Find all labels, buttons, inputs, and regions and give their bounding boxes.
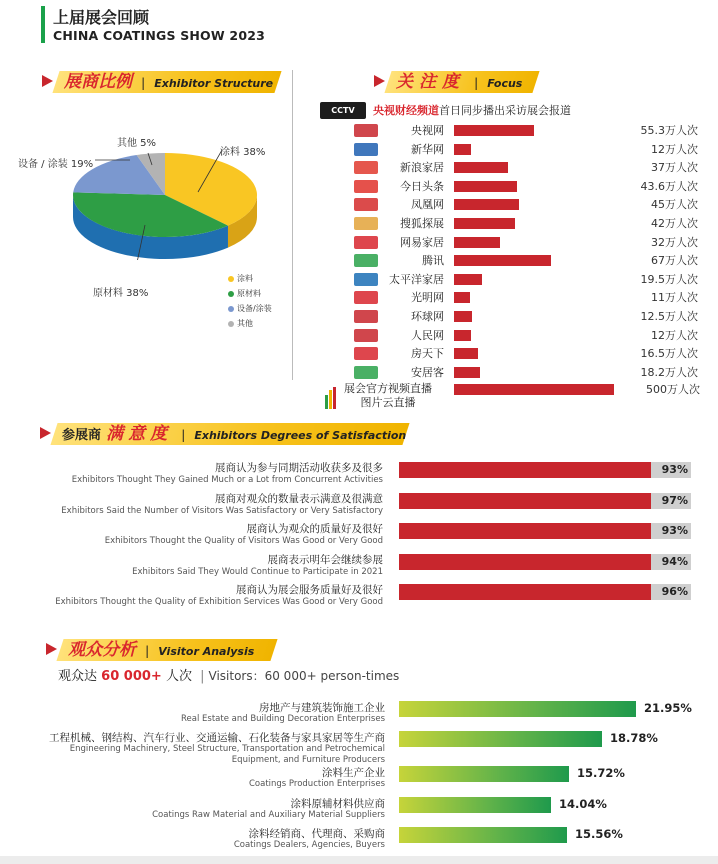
- page-title: 上届展会回顾: [53, 8, 150, 27]
- visitor-bar: [399, 827, 567, 843]
- satisfaction-bar-track: [399, 462, 691, 478]
- focus-bar: [454, 162, 508, 173]
- satisfaction-label-en: Exhibitors Said They Would Continue to Participate in 2021: [132, 566, 383, 577]
- legend-item-coatings: 涂料: [228, 273, 253, 284]
- focus-bar: [454, 181, 517, 192]
- visitor-label-cn: 涂料原辅材料供应商: [290, 798, 385, 810]
- visitor-title-cn: 观众分析: [68, 640, 136, 660]
- focus-item-value: 16.5万人次: [640, 347, 698, 361]
- focus-item-name: 央视网: [411, 124, 444, 137]
- visitor-bar: [399, 797, 551, 813]
- focus-item: [318, 252, 708, 269]
- heading-arrow-icon: [374, 75, 385, 87]
- satisfaction-bar: [399, 493, 651, 509]
- legend-dot: [228, 306, 234, 312]
- focus-item-name: 光明网: [411, 291, 444, 305]
- heading-arrow-icon: [40, 427, 51, 439]
- focus-item-value: 12.5万人次: [640, 310, 698, 323]
- focus-item-value: 12万人次: [651, 142, 698, 156]
- exhibitor-section-heading: 展商比例 | Exhibitor Structure: [42, 71, 282, 93]
- focus-item: [318, 327, 708, 344]
- focus-item-value: 11万人次: [651, 291, 698, 305]
- satisfaction-value: 93%: [661, 463, 688, 476]
- focus-item-value: 55.3万人次: [640, 124, 698, 137]
- visitor-label-cn: 涂料经销商、代理商、采购商: [248, 828, 385, 840]
- visitor-value: 15.72%: [577, 766, 625, 780]
- cctv-logo-icon: CCTV: [320, 102, 366, 119]
- focus-bar: [454, 144, 471, 155]
- visitor-label-en: Real Estate and Building Decoration Enterprises: [181, 714, 385, 724]
- satisfaction-value: 96%: [661, 585, 688, 598]
- heading-arrow-icon: [46, 643, 57, 655]
- visitor-value: 15.56%: [575, 827, 623, 841]
- focus-item: [318, 345, 708, 362]
- focus-item: [318, 364, 708, 381]
- focus-item: [318, 215, 708, 232]
- satisfaction-bar-track: [399, 554, 691, 570]
- focus-bar: [454, 330, 471, 341]
- focus-bar: [454, 292, 470, 303]
- focus-item: [318, 196, 708, 213]
- satisfaction-label-cn: 展商对观众的数量表示满意及很满意: [215, 492, 383, 505]
- focus-item: [318, 159, 708, 176]
- focus-item: [318, 122, 708, 139]
- pie-label-coatings: 涂料 38%: [220, 147, 266, 158]
- visitor-label-en: Coatings Production Enterprises: [248, 779, 385, 789]
- focus-bar: [454, 199, 519, 210]
- focus-item-name: 凤凰网: [411, 198, 444, 212]
- focus-item-value: 37万人次: [651, 161, 698, 175]
- focus-bar: [454, 125, 534, 136]
- visitor-label-en: Engineering Machinery, Steel Structure, Transportation and Petrochemical Equipment, and Furniture Producers: [69, 744, 385, 765]
- focus-item-value: 32万人次: [651, 235, 698, 249]
- focus-item: [318, 234, 708, 251]
- satisfaction-label-en: Exhibitors Said the Number of Visitors Was Satisfactory or Very Satisfactory: [61, 505, 383, 516]
- focus-item-name: 太平洋家居: [389, 272, 444, 286]
- pie-label-raw: 原材料 38%: [93, 288, 149, 299]
- focus-section-heading: 关注度 | Focus: [374, 71, 539, 93]
- satisfaction-bar: [399, 523, 651, 539]
- cctv-headline: 央视财经频道首日同步播出采访展会报道: [373, 104, 571, 117]
- legend-dot: [228, 291, 234, 297]
- focus-bar-livestream: [454, 384, 614, 395]
- focus-item-name: 新华网: [411, 142, 444, 156]
- focus-item-name: 搜狐探展: [400, 217, 444, 230]
- heading-arrow-icon: [42, 75, 53, 87]
- focus-item: [318, 308, 708, 325]
- focus-item-name: 人民网: [411, 328, 444, 342]
- page-subtitle: CHINA COATINGS SHOW 2023: [53, 28, 266, 43]
- visitor-label-cn: 工程机械、钢结构、汽车行业、交通运输、石化装备与家具家居等生产商: [49, 732, 385, 744]
- focus-title-en: Focus: [487, 77, 523, 90]
- visitor-bar: [399, 701, 636, 717]
- satisfaction-label-cn: 展商认为展会服务质量好及很好: [236, 584, 383, 596]
- focus-item: [318, 141, 708, 158]
- visitor-label-en: Coatings Dealers, Agencies, Buyers: [233, 840, 385, 850]
- focus-item-value: 45万人次: [651, 198, 698, 212]
- visitor-title-en: Visitor Analysis: [158, 645, 255, 658]
- visitor-summary: 观众达 60 000+ 人次 | Visitors：60 000+ person-times: [58, 669, 400, 684]
- satisfaction-bar-track: [399, 523, 691, 539]
- livestream-logo-icon: [325, 387, 339, 409]
- satisfaction-value: 93%: [661, 524, 688, 537]
- visitor-value: 18.78%: [610, 731, 658, 745]
- satisfaction-bar: [399, 462, 651, 478]
- focus-item-name: 环球网: [411, 310, 444, 323]
- visitor-label-cn: 房地产与建筑装饰施工企业: [259, 702, 385, 714]
- visitor-label-cn: 涂料生产企业: [322, 767, 385, 779]
- focus-item-value: 67万人次: [651, 254, 698, 268]
- header-accent-bar: [41, 6, 45, 43]
- satisfaction-bar: [399, 584, 651, 600]
- legend-item-equipment: 设备/涂装: [228, 303, 272, 314]
- focus-value-livestream: 500万人次: [646, 383, 700, 396]
- focus-bar: [454, 218, 515, 229]
- focus-item-value: 19.5万人次: [640, 272, 698, 286]
- legend-item-raw: 原材料: [228, 288, 261, 299]
- focus-item-name: 新浪家居: [400, 161, 444, 175]
- focus-title-cn: 关注度: [396, 72, 465, 92]
- focus-bar: [454, 255, 551, 266]
- focus-item: [318, 289, 708, 306]
- focus-bar: [454, 237, 500, 248]
- focus-bar: [454, 348, 478, 359]
- focus-item-name: 安居客: [411, 365, 444, 379]
- satisfaction-label-en: Exhibitors Thought They Gained Much or a Lot from Concurrent Activities: [71, 475, 383, 485]
- legend-dot: [228, 321, 234, 327]
- focus-item: [318, 178, 708, 195]
- focus-item-name: 网易家居: [400, 235, 444, 249]
- footer-band: [0, 856, 718, 864]
- focus-bar: [454, 274, 482, 285]
- focus-item-name: 腾讯: [422, 254, 444, 268]
- satisfaction-bar-track: [399, 493, 691, 509]
- satisfaction-title-en: Exhibitors Degrees of Satisfaction: [194, 429, 407, 442]
- focus-item-livestream: 展会官方视频直播 图片云直播: [344, 382, 432, 409]
- focus-item-name: 今日头条: [400, 179, 444, 193]
- legend-item-other: 其他: [228, 318, 253, 329]
- satisfaction-bar: [399, 554, 651, 570]
- pie-label-equipment: 设备 / 涂装 19%: [18, 159, 94, 170]
- satisfaction-bar-track: [399, 584, 691, 600]
- legend-dot: [228, 276, 234, 282]
- focus-item-value: 18.2万人次: [640, 365, 698, 379]
- visitor-bar: [399, 731, 602, 747]
- focus-item-value: 43.6万人次: [640, 179, 698, 193]
- satisfaction-value: 97%: [661, 493, 688, 507]
- satisfaction-value: 94%: [661, 554, 688, 568]
- focus-item-name: 房天下: [411, 347, 444, 361]
- focus-bar: [454, 367, 480, 378]
- satisfaction-title-cn: 满意度: [106, 424, 173, 444]
- visitor-value: 14.04%: [559, 797, 607, 811]
- satisfaction-label-cn: 展商认为参与同期活动收获多及很多: [215, 462, 383, 474]
- satisfaction-label-en: Exhibitors Thought the Quality of Visitors Was Good or Very Good: [104, 536, 383, 546]
- satisfaction-title-pre: 参展商: [62, 428, 102, 443]
- focus-item-value: 12万人次: [651, 328, 698, 342]
- satisfaction-label-en: Exhibitors Thought the Quality of Exhibition Services Was Good or Very Good: [55, 597, 383, 607]
- visitor-section-heading: 观众分析 | Visitor Analysis: [46, 639, 276, 661]
- satisfaction-label-cn: 展商表示明年会继续参展: [267, 553, 383, 566]
- visitor-count: 60 000+: [101, 669, 162, 684]
- visitor-bar: [399, 766, 569, 782]
- exhibitor-title-en: Exhibitor Structure: [154, 77, 274, 90]
- satisfaction-section-heading: 参展商 满意度 | Exhibitors Degrees of Satisfaction: [40, 423, 410, 445]
- focus-bar: [454, 311, 472, 322]
- satisfaction-label-cn: 展商认为观众的质量好及很好: [246, 523, 383, 535]
- visitor-value: 21.95%: [644, 701, 692, 715]
- section-divider: [292, 70, 293, 380]
- focus-item: [318, 271, 708, 288]
- focus-item-value: 42万人次: [651, 217, 698, 230]
- pie-label-other: 其他 5%: [117, 138, 157, 149]
- exhibitor-title-cn: 展商比例: [64, 72, 132, 92]
- visitor-label-en: Coatings Raw Material and Auxiliary Material Suppliers: [152, 810, 385, 820]
